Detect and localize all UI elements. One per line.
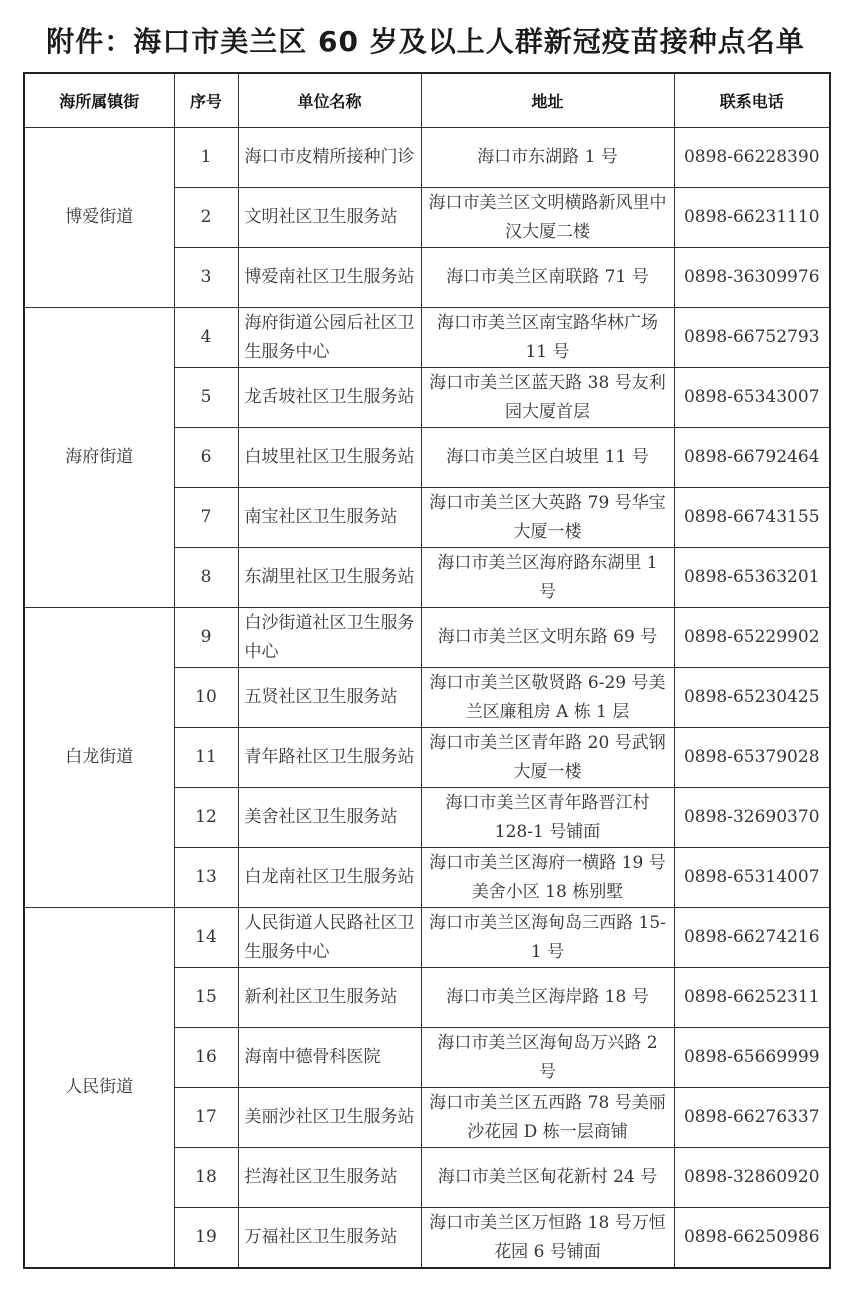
phone-cell: 0898-66743155 xyxy=(674,488,830,548)
seq-cell: 3 xyxy=(174,248,238,308)
name-cell: 博爱南社区卫生服务站 xyxy=(238,248,421,308)
name-cell: 南宝社区卫生服务站 xyxy=(238,488,421,548)
phone-cell: 0898-65343007 xyxy=(674,368,830,428)
phone-cell: 0898-65230425 xyxy=(674,668,830,728)
street-cell: 海府街道 xyxy=(24,308,174,608)
phone-cell: 0898-66274216 xyxy=(674,908,830,968)
street-cell: 白龙街道 xyxy=(24,608,174,908)
name-cell: 白沙街道社区卫生服务中心 xyxy=(238,608,421,668)
header-address: 地址 xyxy=(421,73,674,128)
name-cell: 拦海社区卫生服务站 xyxy=(238,1148,421,1208)
name-cell: 文明社区卫生服务站 xyxy=(238,188,421,248)
address-cell: 海口市美兰区五西路 78 号美丽沙花园 D 栋一层商铺 xyxy=(421,1088,674,1148)
seq-cell: 1 xyxy=(174,128,238,188)
table-header-row xyxy=(24,73,830,128)
table-body xyxy=(24,128,830,1269)
table-row xyxy=(24,608,830,668)
address-cell: 海口市美兰区敬贤路 6-29 号美兰区廉租房 A 栋 1 层 xyxy=(421,668,674,728)
phone-cell: 0898-36309976 xyxy=(674,248,830,308)
name-cell: 万福社区卫生服务站 xyxy=(238,1208,421,1269)
phone-cell: 0898-66276337 xyxy=(674,1088,830,1148)
seq-cell: 18 xyxy=(174,1148,238,1208)
seq-cell: 15 xyxy=(174,968,238,1028)
name-cell: 人民街道人民路社区卫生服务中心 xyxy=(238,908,421,968)
phone-cell: 0898-66752793 xyxy=(674,308,830,368)
name-cell: 海南中德骨科医院 xyxy=(238,1028,421,1088)
name-cell: 海府街道公园后社区卫生服务中心 xyxy=(238,308,421,368)
name-cell: 新利社区卫生服务站 xyxy=(238,968,421,1028)
phone-cell: 0898-66252311 xyxy=(674,968,830,1028)
address-cell: 海口市美兰区海岸路 18 号 xyxy=(421,968,674,1028)
address-cell: 海口市美兰区海府路东湖里 1 号 xyxy=(421,548,674,608)
seq-cell: 5 xyxy=(174,368,238,428)
seq-cell: 11 xyxy=(174,728,238,788)
address-cell: 海口市美兰区万恒路 18 号万恒花园 6 号铺面 xyxy=(421,1208,674,1269)
seq-cell: 10 xyxy=(174,668,238,728)
vaccination-sites-table xyxy=(23,72,831,1269)
phone-cell: 0898-66231110 xyxy=(674,188,830,248)
table-row xyxy=(24,128,830,188)
address-cell: 海口市美兰区青年路 20 号武钢大厦一楼 xyxy=(421,728,674,788)
phone-cell: 0898-66792464 xyxy=(674,428,830,488)
seq-cell: 4 xyxy=(174,308,238,368)
phone-cell: 0898-65363201 xyxy=(674,548,830,608)
header-street: 海所属镇街 xyxy=(24,73,174,128)
name-cell: 白坡里社区卫生服务站 xyxy=(238,428,421,488)
name-cell: 白龙南社区卫生服务站 xyxy=(238,848,421,908)
address-cell: 海口市美兰区海甸岛万兴路 2 号 xyxy=(421,1028,674,1088)
phone-cell: 0898-65379028 xyxy=(674,728,830,788)
name-cell: 海口市皮精所接种门诊 xyxy=(238,128,421,188)
header-seq: 序号 xyxy=(174,73,238,128)
address-cell: 海口市美兰区青年路晋江村 128-1 号铺面 xyxy=(421,788,674,848)
seq-cell: 16 xyxy=(174,1028,238,1088)
address-cell: 海口市美兰区大英路 79 号华宝大厦一楼 xyxy=(421,488,674,548)
name-cell: 龙舌坡社区卫生服务站 xyxy=(238,368,421,428)
seq-cell: 9 xyxy=(174,608,238,668)
address-cell: 海口市美兰区文明东路 69 号 xyxy=(421,608,674,668)
seq-cell: 8 xyxy=(174,548,238,608)
street-cell: 博爱街道 xyxy=(24,128,174,308)
address-cell: 海口市美兰区南联路 71 号 xyxy=(421,248,674,308)
address-cell: 海口市东湖路 1 号 xyxy=(421,128,674,188)
street-cell: 人民街道 xyxy=(24,908,174,1269)
seq-cell: 17 xyxy=(174,1088,238,1148)
phone-cell: 0898-65314007 xyxy=(674,848,830,908)
phone-cell: 0898-65229902 xyxy=(674,608,830,668)
phone-cell: 0898-66228390 xyxy=(674,128,830,188)
phone-cell: 0898-65669999 xyxy=(674,1028,830,1088)
seq-cell: 19 xyxy=(174,1208,238,1269)
table-row xyxy=(24,908,830,968)
seq-cell: 2 xyxy=(174,188,238,248)
name-cell: 五贤社区卫生服务站 xyxy=(238,668,421,728)
address-cell: 海口市美兰区甸花新村 24 号 xyxy=(421,1148,674,1208)
name-cell: 东湖里社区卫生服务站 xyxy=(238,548,421,608)
name-cell: 美丽沙社区卫生服务站 xyxy=(238,1088,421,1148)
phone-cell: 0898-66250986 xyxy=(674,1208,830,1269)
address-cell: 海口市美兰区蓝天路 38 号友利园大厦首层 xyxy=(421,368,674,428)
table-row xyxy=(24,308,830,368)
name-cell: 美舍社区卫生服务站 xyxy=(238,788,421,848)
seq-cell: 13 xyxy=(174,848,238,908)
phone-cell: 0898-32860920 xyxy=(674,1148,830,1208)
seq-cell: 6 xyxy=(174,428,238,488)
seq-cell: 7 xyxy=(174,488,238,548)
address-cell: 海口市美兰区白坡里 11 号 xyxy=(421,428,674,488)
address-cell: 海口市美兰区文明横路新风里中汉大厦二楼 xyxy=(421,188,674,248)
seq-cell: 14 xyxy=(174,908,238,968)
header-name: 单位名称 xyxy=(238,73,421,128)
address-cell: 海口市美兰区海甸岛三西路 15-1 号 xyxy=(421,908,674,968)
address-cell: 海口市美兰区海府一横路 19 号美舍小区 18 栋别墅 xyxy=(421,848,674,908)
header-phone: 联系电话 xyxy=(674,73,830,128)
phone-cell: 0898-32690370 xyxy=(674,788,830,848)
address-cell: 海口市美兰区南宝路华林广场 11 号 xyxy=(421,308,674,368)
seq-cell: 12 xyxy=(174,788,238,848)
page-title: 附件：海口市美兰区 60 岁及以上人群新冠疫苗接种点名单 xyxy=(46,25,805,58)
name-cell: 青年路社区卫生服务站 xyxy=(238,728,421,788)
